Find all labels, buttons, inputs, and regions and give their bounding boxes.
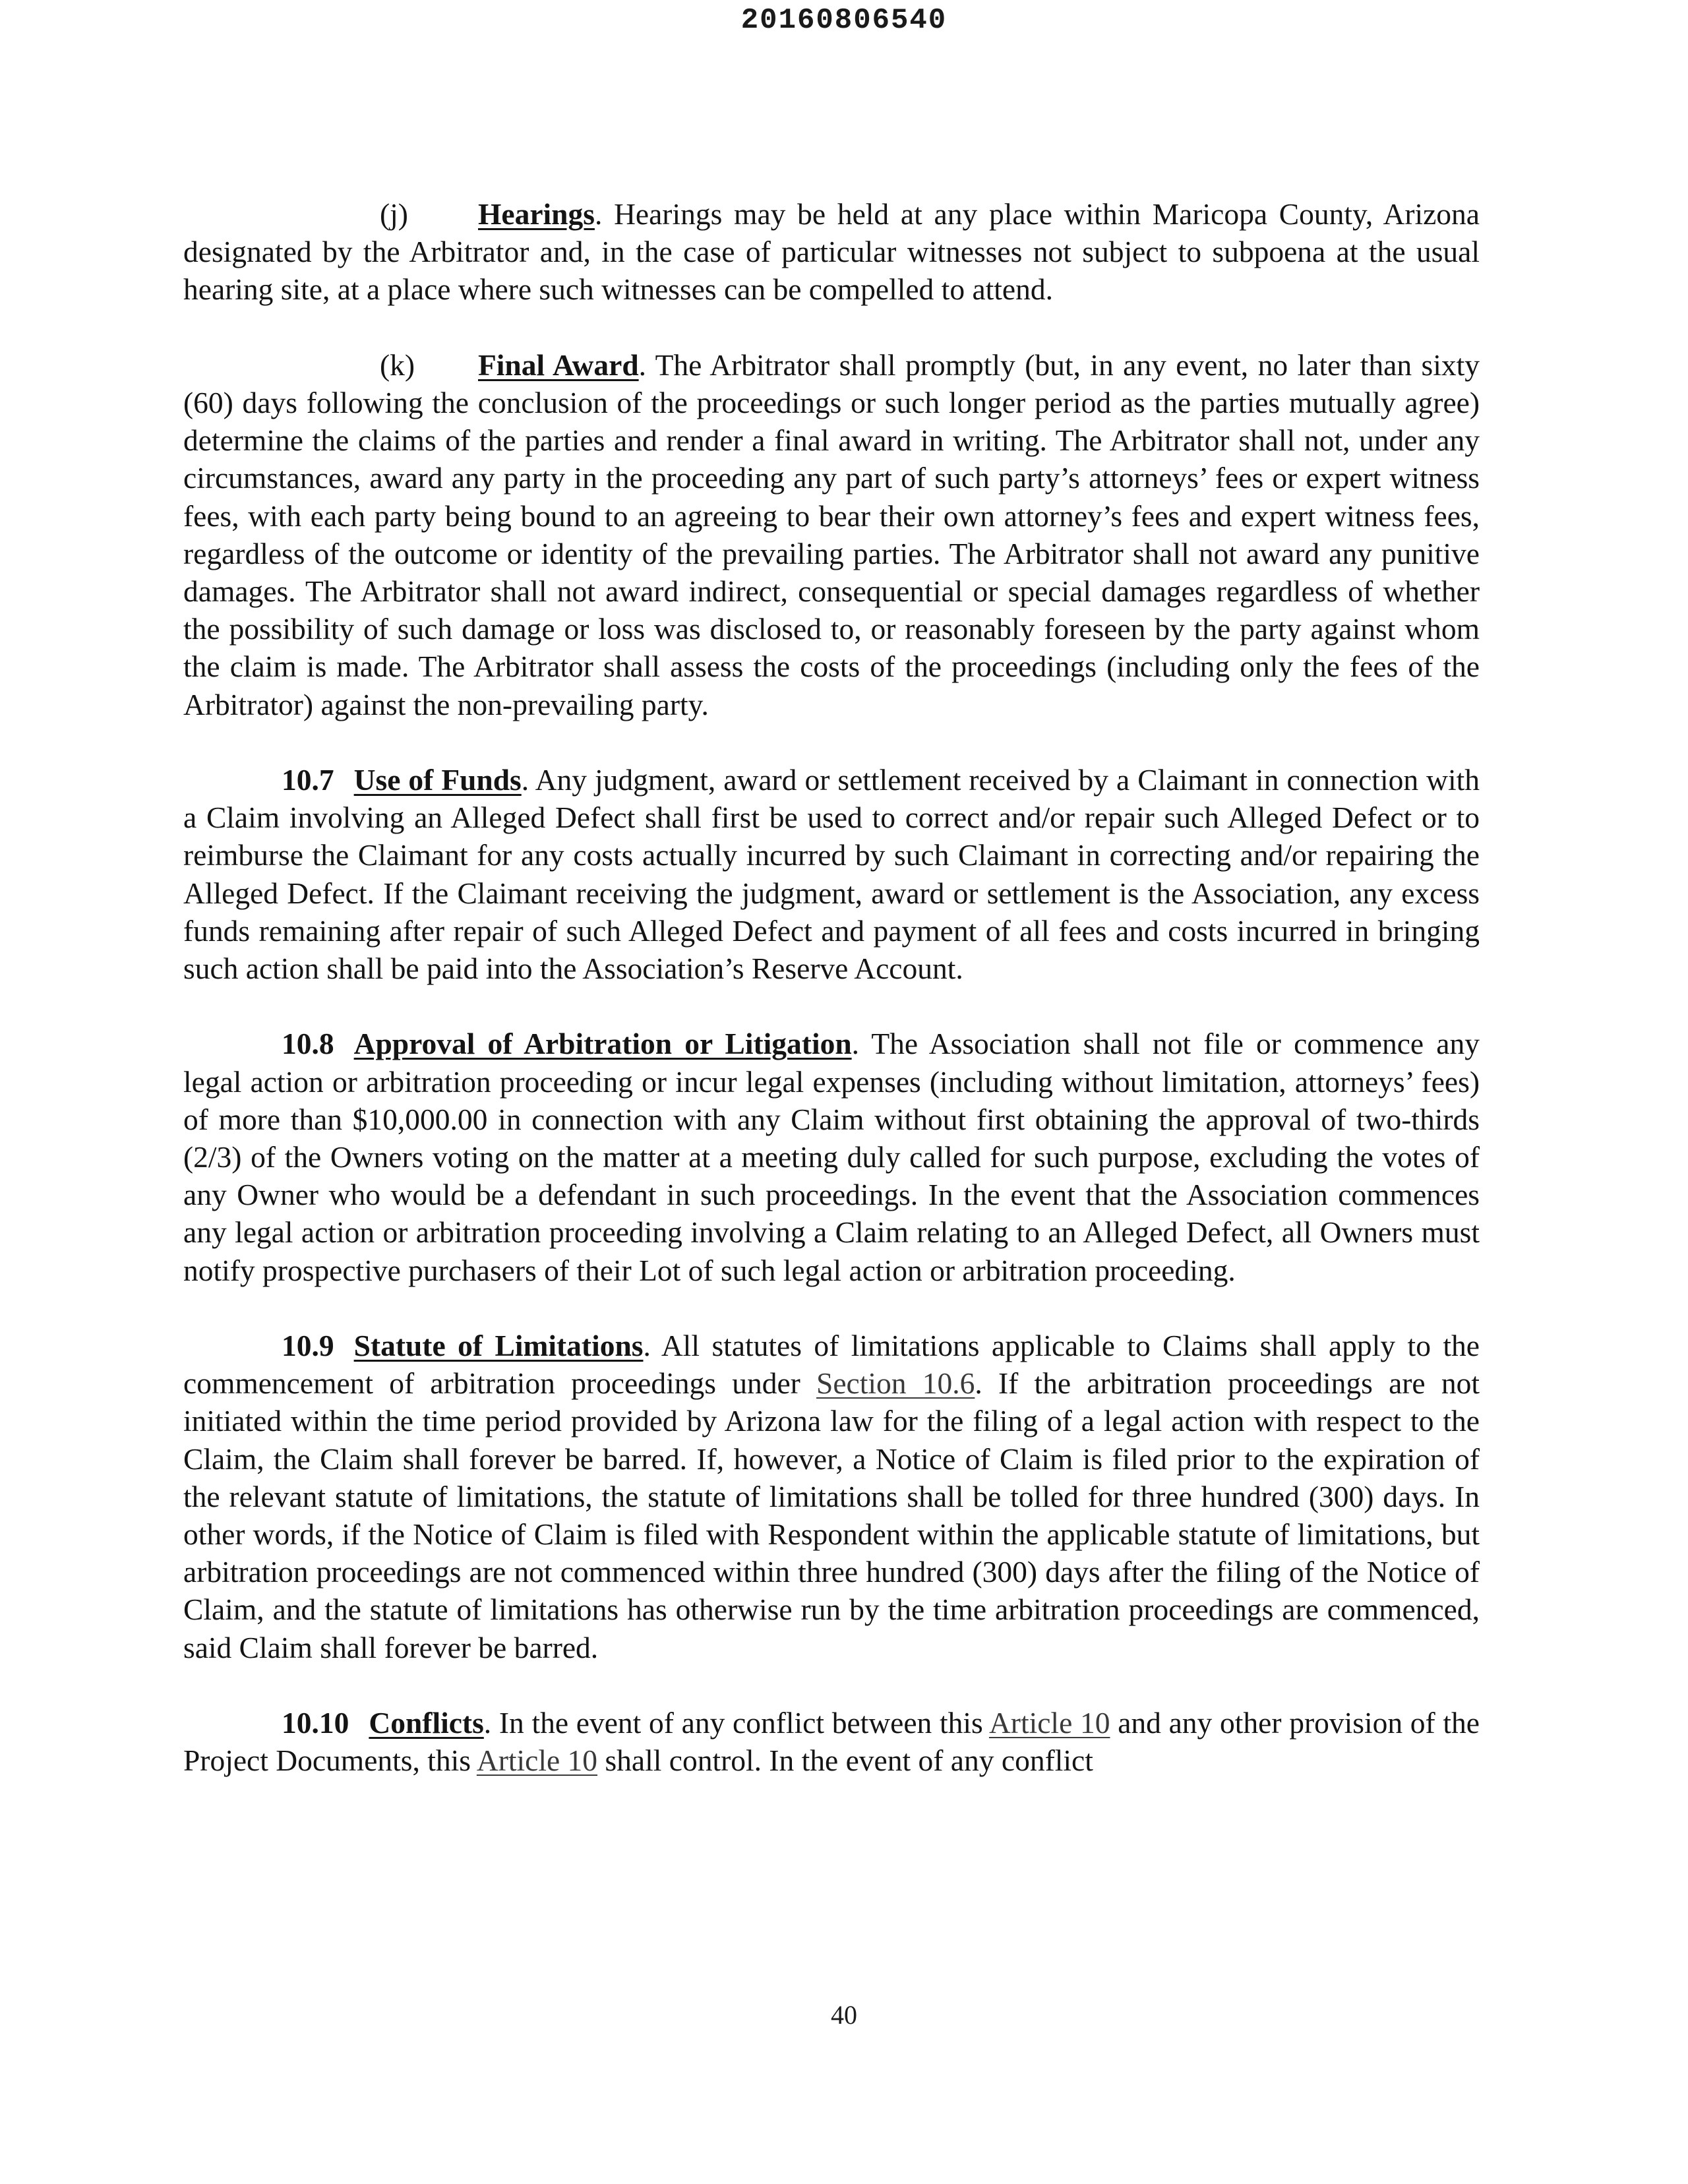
cross-reference-link[interactable]: Article 10: [988, 1706, 1110, 1740]
paragraph-text: . If the arbitration proceedings are not initiated within the time period provided by Arizona law for the filing of a legal action with respect to the Claim, the Claim shall forever be barred. If, however, a Notice of Claim is filed prior to the expiration of the relevant statute of limitations, the statute of limitations shall be tolled for three hundred (300) days. In other words, if the Notice of Claim is filed with Respondent within the applicable statute of limitations, but arbitration proceedings are not commenced within three hundred (300) days after the filing of the Notice of Claim, and the statute of limitations has otherwise run by the time arbitration proceedings are commenced, said Claim shall forever be barred.: [183, 1366, 1480, 1664]
section-10-10: [183, 1704, 1480, 1779]
section-heading: Use of Funds: [353, 763, 522, 797]
paragraph-text: . Any judgment, award or settlement received by a Claimant in connection with a Claim involving an Alleged Defect shall first be used to correct and/or repair such Alleged Defect or to reimburse the Claimant for any costs actually incurred by such Claimant in correcting and/or repairing the Alleged Defect. If the Claimant receiving the judgment, award or settlement is the Association, any excess funds remaining after repair of such Alleged Defect and payment of all fees and costs incurred in bringing such action shall be paid into the Association’s Reserve Account.: [183, 763, 1480, 986]
cross-reference-link[interactable]: Article 10: [476, 1744, 598, 1778]
paragraph-text: . All statutes of limitations applicable to Claims shall apply to the commencement of arbitration proceedings under: [183, 1329, 1480, 1401]
section-heading: Conflicts: [369, 1706, 484, 1740]
page-body: [183, 195, 1480, 1779]
subsection-label: (j): [380, 197, 408, 231]
subsection-label: (k): [380, 348, 415, 382]
section-10-7: [183, 761, 1480, 987]
section-number: 10.9: [282, 1329, 334, 1363]
paragraph-text: . In the event of any conflict between this: [483, 1706, 989, 1740]
section-heading: Final Award: [478, 348, 639, 382]
section-number: 10.7: [282, 763, 334, 797]
section-number: 10.10: [282, 1706, 349, 1740]
paragraph-hearings: [183, 195, 1480, 309]
paragraph-final-award: [183, 346, 1480, 723]
section-number: 10.8: [282, 1027, 334, 1061]
section-heading: Hearings: [478, 197, 595, 231]
paragraph-text: . The Association shall not file or commence any legal action or arbitration proceeding or incur legal expenses (including without limitation, attorneys’ fees) of more than $10,000.00 in connection with any Claim without first obtaining the approval of two-thirds (2/3) of the Owners voting on the matter at a meeting duly called for such purpose, excluding the votes of any Owner who would be a defendant in such proceedings. In the event that the Association commences any legal action or arbitration proceeding involving a Claim relating to an Alleged Defect, all Owners must notify prospective purchasers of their Lot of such legal action or arbitration proceeding.: [183, 1027, 1480, 1287]
section-heading: Statute of Limitations: [353, 1329, 644, 1363]
paragraph-text: . The Arbitrator shall promptly (but, in any event, no later than sixty (60) days following the conclusion of the proceedings or such longer period as the parties mutually agree) determine the claims of the parties and render a final award in writing. The Arbitrator shall not, under any circumstances, award any party in the proceeding any part of such party’s attorneys’ fees or expert witness fees, with each party being bound to an agreeing to bear their own attorney’s fees and expert witness fees, regardless of the outcome or identity of the prevailing parties. The Arbitrator shall not award any punitive damages. The Arbitrator shall not award indirect, consequential or special damages regardless of whether the possibility of such damage or loss was disclosed to, or reasonably foreseen by the party against whom the claim is made. The Arbitrator shall assess the costs of the proceedings (including only the fees of the Arbitrator) against the non-prevailing party.: [183, 348, 1480, 721]
section-heading: Approval of Arbitration or Litigation: [353, 1027, 852, 1061]
section-10-9: [183, 1327, 1480, 1666]
page-number: 40: [831, 2000, 857, 2030]
paragraph-text: and any other provision of the Project Documents, this: [183, 1706, 1480, 1778]
section-10-8: [183, 1025, 1480, 1289]
cross-reference-link[interactable]: Section 10.6: [816, 1366, 975, 1401]
document-number: 20160806540: [740, 4, 948, 37]
paragraph-text: shall control. In the event of any conflict: [597, 1744, 1093, 1778]
paragraph-text: . Hearings may be held at any place within Maricopa County, Arizona designated by the Arbitrator and, in the case of particular witnesses not subject to subpoena at the usual hearing site, at a place where such witnesses can be compelled to attend.: [183, 197, 1480, 307]
